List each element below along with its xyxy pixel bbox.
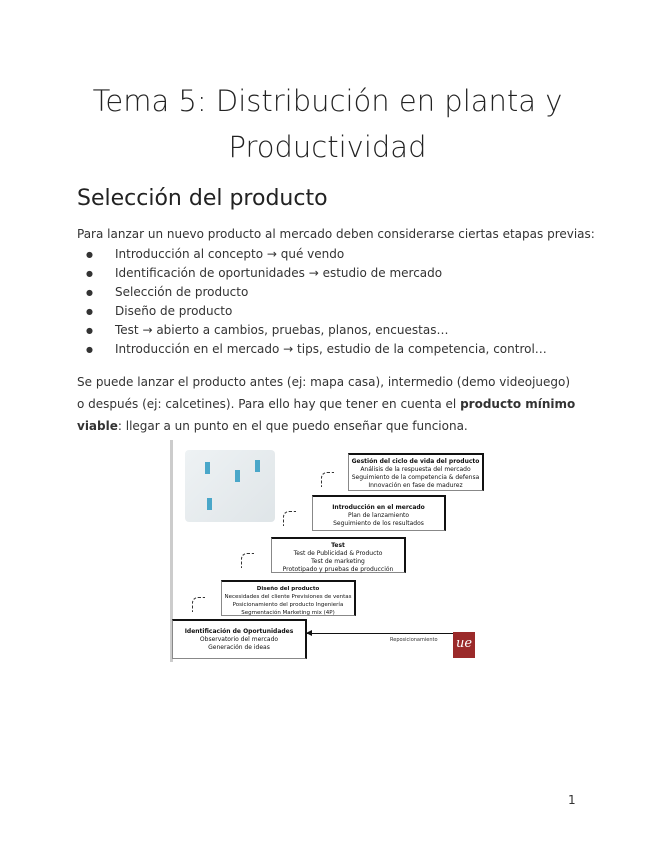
box-line: Generación de ideas <box>208 644 270 651</box>
document-title <box>0 78 655 170</box>
intro-paragraph: Para lanzar un nuevo producto al mercado deben considerarse ciertas etapas previas: <box>77 227 595 241</box>
box-line: Análisis de la respuesta del mercado <box>360 466 471 473</box>
box-line: Necesidades del cliente Previsiones de ventas <box>224 594 352 600</box>
dashed-arrow <box>241 553 254 568</box>
reposition-arrow <box>306 633 472 634</box>
list-item: ● Test → abierto a cambios, pruebas, planos, encuestas… <box>77 321 547 340</box>
box-line: Test de Publicidad & Producto <box>293 550 383 557</box>
box-identificacion <box>172 619 307 659</box>
list-item: ● Selección de producto <box>77 283 547 302</box>
box-gestion <box>348 453 484 491</box>
box-line: Plan de lanzamiento <box>347 512 410 519</box>
ue-logo: ue <box>453 632 475 658</box>
box-line: Seguimiento de los resultados <box>333 520 424 527</box>
title-line-1: Tema 5: Distribución en planta y <box>92 84 563 118</box>
box-line: Segmentación Marketing mix (4P) <box>241 610 335 616</box>
box-test <box>271 537 406 573</box>
box-line: Seguimiento de la competencia & defensa <box>351 474 480 481</box>
dashed-arrow <box>192 597 205 612</box>
list-item: ● Introducción en el mercado → tips, estudio de la competencia, control… <box>77 340 547 359</box>
box-line: Prototipado y pruebas de producción <box>282 566 394 573</box>
page-number: 1 <box>568 793 576 807</box>
section-heading: Selección del producto <box>77 186 328 211</box>
bold-term: producto mínimo viable <box>77 397 576 433</box>
box-title: Diseño del producto <box>256 586 320 592</box>
box-line: Posicionamiento del producto Ingeniería <box>232 602 344 608</box>
list-item: ● Introducción al concepto → qué vendo <box>77 245 547 264</box>
list-item: ● Diseño de producto <box>77 302 547 321</box>
box-line: Innovación en fase de madurez <box>368 482 463 489</box>
box-diseno <box>221 580 356 616</box>
box-introduccion <box>312 495 446 531</box>
box-title: Test <box>331 542 345 549</box>
reposicionamiento-label: Reposicionamiento <box>390 637 438 643</box>
text: : llegar a un punto en el que puedo enseñar que funciona. <box>117 419 468 433</box>
title-line-2: Productividad <box>228 130 427 164</box>
mvp-paragraph <box>77 371 577 437</box>
box-title: Introducción en el mercado <box>332 504 425 511</box>
box-line: Observatorio del mercado <box>199 636 279 643</box>
dashed-arrow <box>283 511 296 526</box>
box-line: Test de marketing <box>311 558 365 565</box>
box-title: Identificación de Oportunidades <box>184 628 294 635</box>
kettle-sketch-image <box>185 450 275 522</box>
list-item: ● Identificación de oportunidades → estudio de mercado <box>77 264 547 283</box>
box-title: Gestión del ciclo de vida del producto <box>351 458 480 465</box>
bullet-list <box>77 245 547 359</box>
dashed-arrow <box>321 472 334 487</box>
text: Se puede lanzar el producto antes (ej: mapa casa), intermedio (demo videojuego) o después (ej: calcetines). Para ello hay que tener en cuenta el <box>77 375 571 411</box>
